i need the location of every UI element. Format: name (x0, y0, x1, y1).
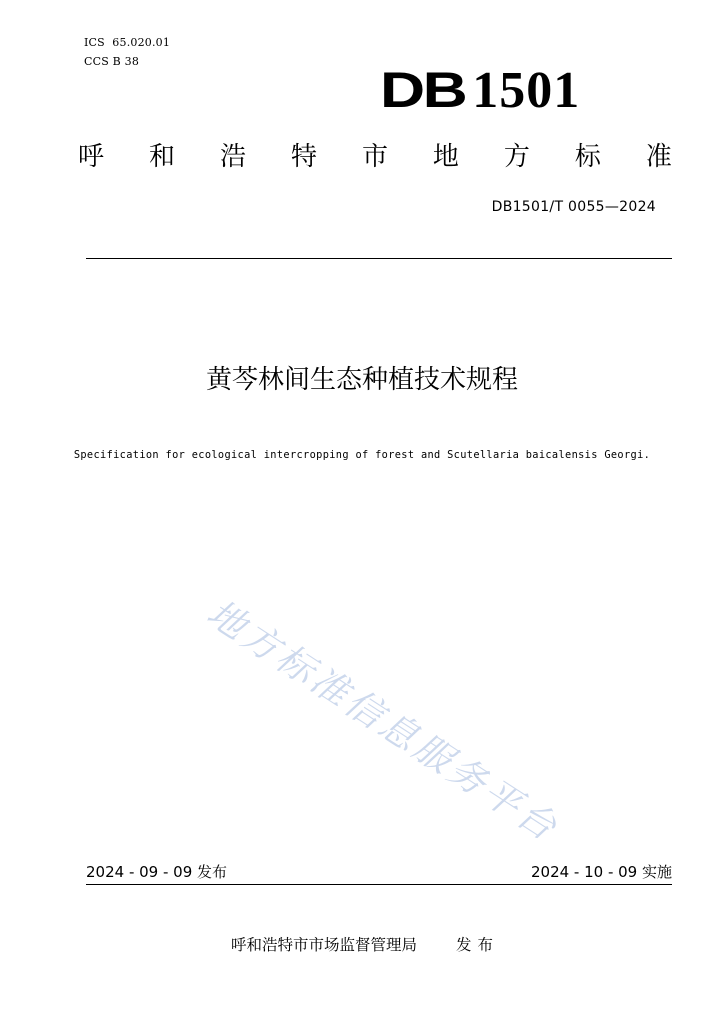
db-logo-number: 1501 (472, 62, 581, 119)
publisher-organization: 呼和浩特市市场监督管理局 (231, 936, 418, 954)
issuer-title-char: 和 (148, 142, 175, 172)
db-logo (380, 62, 580, 118)
ccs-code: CCS B 38 (84, 55, 140, 68)
issuer-title-char: 呼 (78, 142, 105, 172)
implement-date: 2024 - 10 - 09 实施 (530, 863, 672, 881)
ics-code: ICS 65.020.01 (84, 36, 171, 49)
publish-date: 2024 - 09 - 09 发布 (86, 863, 228, 881)
document-title-en: Specification for ecological intercropping of forest and Scutellaria baicalensis Georgi. (73, 449, 651, 461)
issuer-title-char: 方 (503, 142, 530, 172)
issuer-title-char: 准 (645, 142, 672, 172)
standard-number: DB1501/T 0055—2024 (491, 199, 656, 215)
issuer-title-char: 标 (574, 142, 601, 172)
db-logo-prefix: DB (380, 62, 466, 118)
top-divider (86, 258, 672, 259)
issuer-title (78, 139, 672, 175)
publisher-line (231, 933, 499, 957)
issuer-title-char: 浩 (219, 142, 246, 172)
bottom-divider (86, 884, 672, 885)
publisher-action: 发布 (455, 936, 499, 954)
issuer-title-char: 地 (432, 142, 459, 172)
issuer-title-char: 特 (290, 142, 317, 172)
document-title-cn: 黄芩林间生态种植技术规程 (205, 365, 518, 395)
issuer-title-char: 市 (361, 142, 388, 172)
watermark: 地方标准信息服务平台 (199, 591, 567, 851)
